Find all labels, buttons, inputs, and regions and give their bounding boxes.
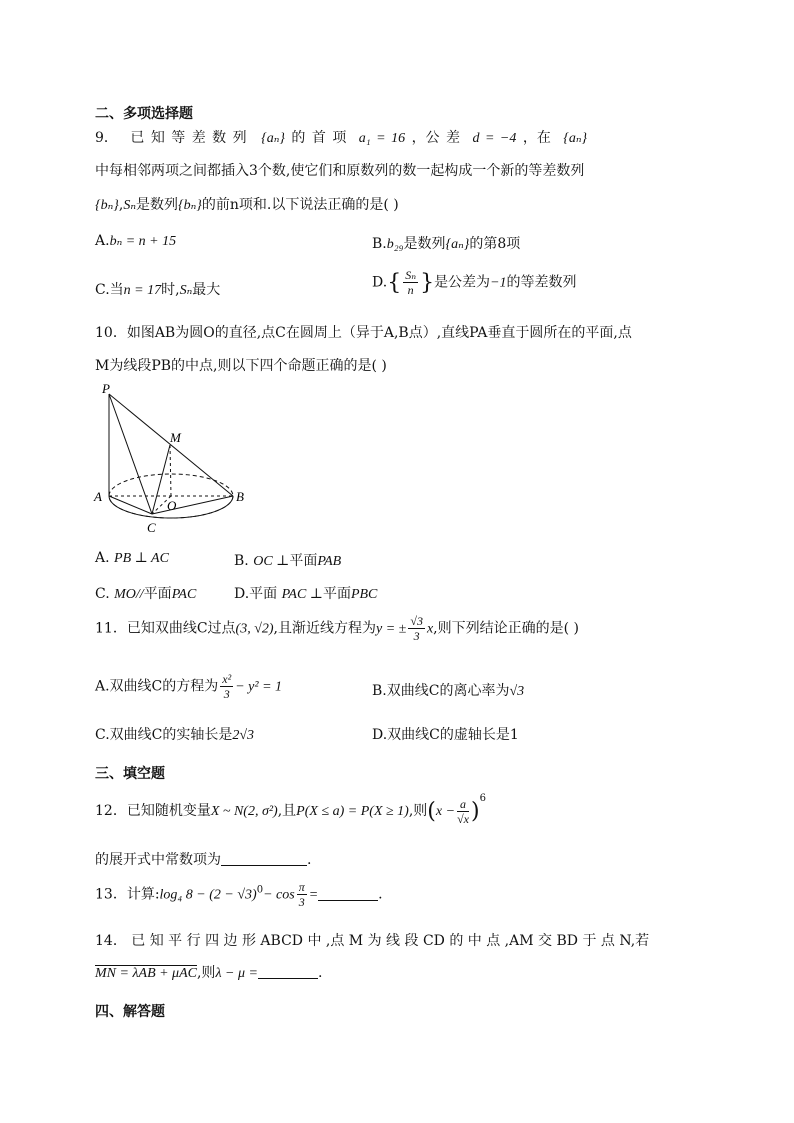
q9-option-d-brace-right: } bbox=[420, 270, 435, 296]
q14-answer-blank[interactable] bbox=[258, 964, 318, 979]
q14-line1: 14． 已 知 平 行 四 边 形 ABCD 中 ,点 M 为 线 段 CD 的 中 点 ,AM 交 BD 于 点 N,若 bbox=[95, 933, 650, 949]
q13-exponent: 0 bbox=[256, 884, 264, 896]
q11-option-b-math: √3 bbox=[509, 684, 525, 699]
q9-option-c-text2: 最大 bbox=[192, 282, 221, 298]
q9-option-a-math: bₙ = n + 15 bbox=[109, 234, 177, 249]
q13-pi-denominator: 3 bbox=[298, 895, 305, 909]
section-heading-multiple-choice: 二、多项选择题 bbox=[95, 106, 193, 122]
q9-stem-b: 的 首 项 bbox=[291, 130, 347, 146]
q10-option-c-label: C. bbox=[95, 586, 110, 602]
section-heading-fill-in: 三、填空题 bbox=[95, 766, 165, 782]
q9-stem-c: ，公 差 bbox=[411, 130, 461, 146]
q10-option-a-math: PB ⊥ AC bbox=[114, 551, 169, 566]
q9-line3 bbox=[95, 194, 399, 214]
q11-option-b[interactable] bbox=[372, 680, 524, 700]
q13-label: 13．计算: bbox=[95, 886, 160, 903]
q9-sn: Sₙ bbox=[123, 198, 137, 213]
q11-option-a[interactable] bbox=[95, 672, 282, 701]
q11-option-c-math: 2√3 bbox=[232, 728, 255, 743]
q10-option-d-math2: PBC bbox=[350, 587, 378, 602]
q10-option-d[interactable] bbox=[234, 583, 377, 603]
q9-option-c-math: n = 17 bbox=[123, 283, 162, 298]
q9-difference: d = −4 bbox=[472, 131, 517, 146]
q11-option-a-fraction bbox=[220, 672, 233, 701]
q9-option-b-math: b₂₉ bbox=[386, 237, 404, 252]
q12-paren-left: ( bbox=[427, 799, 436, 824]
q10-option-b-text: 平面 bbox=[289, 553, 318, 569]
q11-option-b-label: B.双曲线C的离心率为 bbox=[372, 683, 510, 699]
q10-line2: M为线段PB的中点,则以下四个命题正确的是( ) bbox=[95, 358, 387, 374]
q9-option-a[interactable] bbox=[95, 233, 176, 250]
q9-option-d-value: −1 bbox=[490, 275, 507, 291]
q9-option-a-label: A. bbox=[95, 233, 110, 249]
q11-option-a-denominator: 3 bbox=[223, 687, 230, 701]
q14-line2 bbox=[95, 962, 322, 982]
segment-mo bbox=[170, 445, 171, 496]
q9-option-b[interactable] bbox=[372, 233, 520, 253]
q12-distribution: X ~ N(2, σ²) bbox=[210, 804, 278, 819]
q12-binomial-x: x − bbox=[435, 804, 456, 819]
segment-bc bbox=[152, 496, 233, 514]
q10-figure bbox=[92, 380, 262, 540]
q9-seq-b: {bₙ} bbox=[95, 198, 119, 213]
q10-option-c[interactable] bbox=[95, 583, 196, 603]
q14-end: . bbox=[317, 965, 323, 981]
q12-end: . bbox=[307, 852, 312, 868]
q10-line1: 10．如图AB为圆O的直径,点C在圆周上（异于A,B点）,直线PA垂直于圆所在的平面,点 bbox=[95, 325, 632, 341]
q12-binomial-denominator: √x bbox=[457, 811, 469, 826]
q12-binomial-numerator: a bbox=[457, 797, 469, 812]
q9-option-d-denominator: n bbox=[407, 283, 414, 297]
q13-line bbox=[95, 880, 383, 909]
q9-stem-d: ，在 bbox=[522, 130, 551, 146]
q9-seq-a: {aₙ} bbox=[261, 131, 285, 146]
q12-binomial-fraction bbox=[457, 797, 469, 826]
q9-seq-a-2: {aₙ} bbox=[563, 131, 588, 146]
q9-line3-b: 是数列 bbox=[136, 197, 179, 213]
q11-line1 bbox=[95, 614, 579, 643]
q13-pi-fraction bbox=[297, 880, 307, 909]
q11-asymptote-lhs: y = ± bbox=[376, 621, 407, 637]
q12-exponent: 6 bbox=[479, 793, 486, 804]
q10-option-c-math2: PAC bbox=[171, 587, 197, 602]
q12-text-c: ,则 bbox=[408, 803, 428, 819]
q9-option-d-text2: 的等差数列 bbox=[506, 274, 577, 291]
q11-option-c[interactable] bbox=[95, 724, 254, 744]
q13-end: . bbox=[378, 886, 383, 903]
q9-line1 bbox=[95, 127, 587, 147]
q13-answer-blank[interactable] bbox=[318, 886, 378, 901]
q9-stem-a: 已 知 等 差 数 列 bbox=[130, 130, 247, 146]
q9-option-d-label: D. bbox=[372, 274, 388, 291]
q9-option-c-label: C.当 bbox=[95, 282, 124, 298]
q11-option-a-rest: − y² = 1 bbox=[235, 679, 283, 695]
q9-seq-b-2: {bₙ} bbox=[178, 198, 202, 213]
q11-text-b: ,且渐近线方程为 bbox=[273, 620, 376, 637]
q9-comma: , bbox=[118, 197, 124, 213]
q11-text-a: 11．已知双曲线C过点 bbox=[95, 620, 236, 637]
q13-pi-numerator: π bbox=[298, 880, 305, 894]
q10-option-a[interactable] bbox=[95, 550, 169, 567]
q10-option-d-text: 平面 bbox=[322, 586, 351, 602]
q9-first-term: a₁ = 16 bbox=[358, 131, 406, 146]
q11-asymptote-numerator: √3 bbox=[410, 614, 423, 628]
q11-asymptote-denominator: 3 bbox=[413, 629, 420, 643]
q11-option-a-numerator: x² bbox=[222, 672, 232, 686]
q9-option-b-text1: 是数列 bbox=[403, 236, 446, 252]
q12-line2-text: 的展开式中常数项为 bbox=[95, 852, 221, 868]
q10-option-b-math2: PAB bbox=[317, 554, 342, 569]
q9-option-b-seq: {aₙ} bbox=[445, 237, 470, 252]
q11-point: (3, √2) bbox=[235, 621, 274, 637]
q12-answer-blank[interactable] bbox=[221, 851, 307, 866]
q9-option-d-text: 是公差为 bbox=[434, 274, 491, 291]
q10-option-d-label: D.平面 bbox=[234, 586, 278, 602]
q14-text: ,则 bbox=[196, 965, 216, 981]
q9-number: 9． bbox=[95, 130, 118, 146]
label-b: B bbox=[236, 489, 244, 504]
q9-line2: 中每相邻两项之间都插入3个数,使它们和原数列的数一起构成一个新的等差数列 bbox=[95, 163, 585, 179]
q10-option-d-math: PAC ⊥ bbox=[281, 587, 323, 602]
q9-option-c-text: 时, bbox=[161, 282, 180, 298]
q12-line1 bbox=[95, 793, 486, 826]
q11-asymptote-x: x bbox=[426, 621, 434, 637]
q12-paren-right: ) bbox=[470, 799, 480, 824]
label-o: O bbox=[167, 498, 177, 513]
q12-line2 bbox=[95, 849, 311, 869]
segment-ac bbox=[109, 496, 152, 514]
q11-option-a-label: A.双曲线C的方程为 bbox=[95, 678, 219, 695]
section-heading-solutions: 四、解答题 bbox=[95, 1004, 165, 1020]
label-a: A bbox=[94, 489, 102, 504]
q13-expr2: − cos bbox=[263, 887, 295, 903]
q11-text-c: ,则下列结论正确的是( ) bbox=[433, 620, 579, 637]
q10-option-b-math: OC ⊥ bbox=[253, 554, 290, 569]
q9-option-d-brace-left: { bbox=[387, 270, 402, 296]
q12-text-a: 12．已知随机变量 bbox=[95, 803, 211, 819]
q10-option-b[interactable] bbox=[234, 550, 341, 570]
q9-option-d[interactable] bbox=[372, 268, 577, 297]
q9-option-d-fraction bbox=[403, 268, 418, 297]
q10-option-b-label: B. bbox=[234, 553, 249, 569]
q12-text-b: ,且 bbox=[277, 803, 297, 819]
q13-expr1: log₄ 8 − (2 − √3) bbox=[159, 887, 257, 903]
q10-option-a-label: A. bbox=[95, 550, 110, 566]
q11-asymptote-fraction bbox=[408, 614, 425, 643]
q9-option-c[interactable] bbox=[95, 279, 220, 299]
q10-option-c-text: 平面 bbox=[143, 586, 172, 602]
q10-option-c-math: MO// bbox=[114, 587, 144, 602]
q9-option-b-label: B. bbox=[372, 236, 387, 252]
q14-vector-expression: MN = λAB + μAC bbox=[95, 966, 197, 981]
q11-option-d[interactable]: D.双曲线C的虚轴长是1 bbox=[372, 727, 519, 743]
q13-equals: = bbox=[308, 887, 319, 903]
q12-probability: P(X ≤ a) = P(X ≥ 1) bbox=[296, 804, 409, 819]
q9-option-d-numerator: Sₙ bbox=[405, 268, 417, 282]
label-c: C bbox=[147, 520, 156, 535]
q9-option-c-sn: Sₙ bbox=[179, 283, 193, 298]
label-p: P bbox=[102, 381, 110, 396]
q11-option-c-label: C.双曲线C的实轴长是 bbox=[95, 727, 233, 743]
label-m: M bbox=[170, 430, 181, 445]
q9-line3-c: 的前n项和.以下说法正确的是( ) bbox=[201, 197, 399, 213]
q14-lambda-minus-mu: λ − μ = bbox=[215, 966, 258, 981]
q9-option-b-text2: 的第8项 bbox=[469, 236, 521, 252]
